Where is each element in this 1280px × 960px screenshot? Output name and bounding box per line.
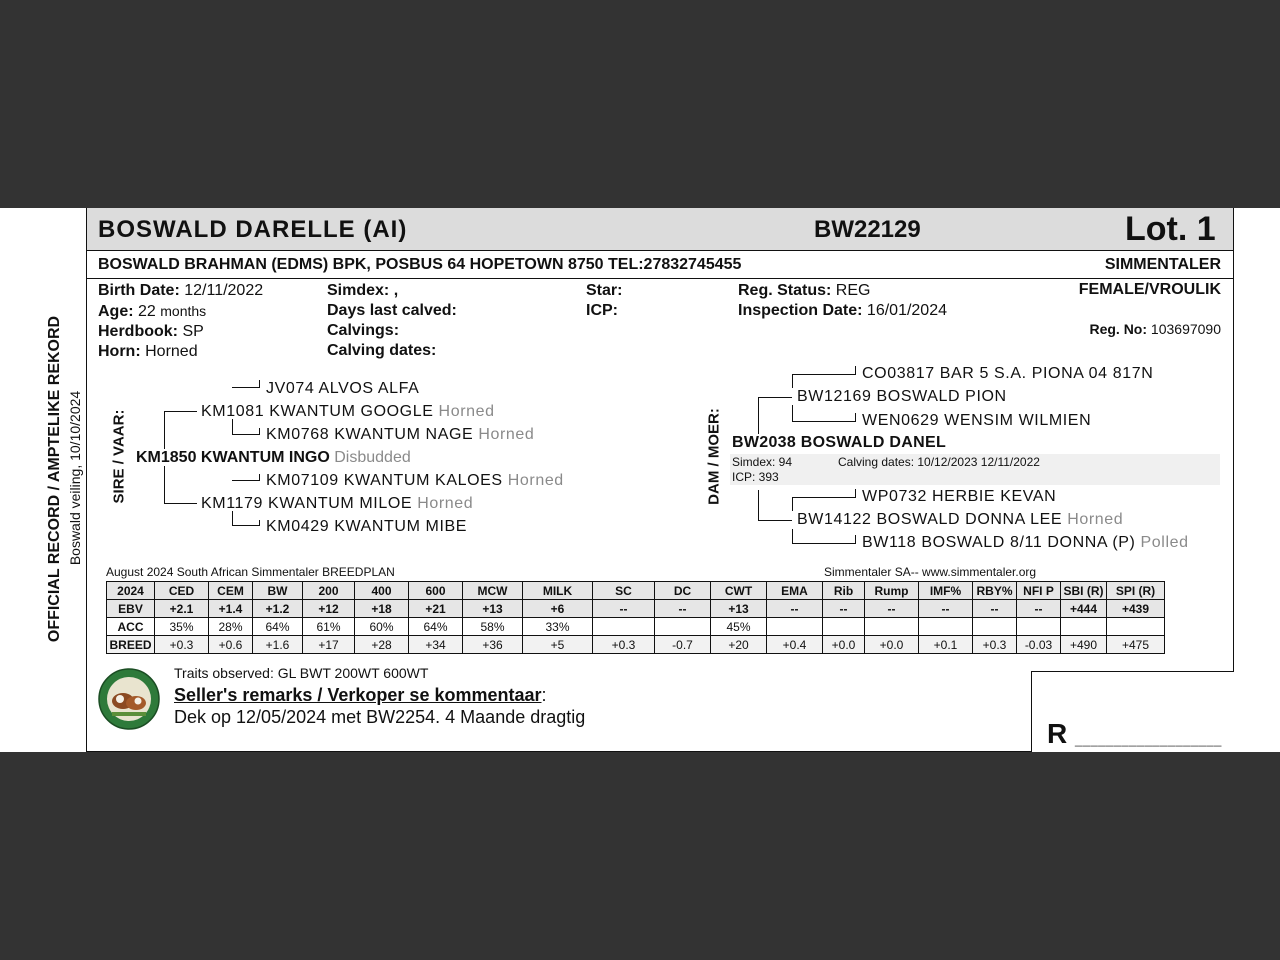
breedplan-cell	[655, 618, 711, 636]
sire-dam-sire-name: KM07109 KWANTUM KALOES	[266, 472, 503, 489]
breedplan-cell: --	[767, 600, 823, 618]
breedplan-cell: +1.6	[253, 636, 303, 654]
breedplan-cell: +0.1	[919, 636, 973, 654]
breedplan-cell: +0.3	[973, 636, 1017, 654]
breedplan-cell: +475	[1107, 636, 1165, 654]
breedplan-header-cell: IMF%	[919, 582, 973, 600]
breedplan-cell: +0.0	[865, 636, 919, 654]
dam-icp: ICP: 393	[732, 470, 779, 484]
breedplan-header-cell: 200	[303, 582, 355, 600]
breedplan-cell: +0.3	[593, 636, 655, 654]
dam-dam-dam-note: Polled	[1140, 534, 1189, 551]
breedplan-cell	[593, 618, 655, 636]
horn-label: Horn:	[98, 343, 141, 360]
sire-sire-dam-name: KM0768 KWANTUM NAGE	[266, 426, 474, 443]
breedplan-cell: +12	[303, 600, 355, 618]
simmentaler-logo-icon	[98, 668, 160, 730]
sire-sire-note: Horned	[438, 403, 495, 420]
breedplan-header-row	[107, 582, 1165, 600]
breedplan-cell: 33%	[523, 618, 593, 636]
calvings-label: Calvings:	[327, 322, 400, 339]
herdbook-label: Herdbook:	[98, 323, 178, 340]
breedplan-row-acc	[107, 618, 1165, 636]
breedplan-header-cell: MCW	[463, 582, 523, 600]
reg-status-label: Reg. Status:	[738, 282, 832, 299]
info-col-1	[98, 281, 263, 362]
breedplan-cell: +13	[711, 600, 767, 618]
icp-label: ICP:	[586, 302, 618, 319]
breedplan-cell: 60%	[355, 618, 409, 636]
breedplan-row-breed	[107, 636, 1165, 654]
breedplan-cell: EBV	[107, 600, 155, 618]
sire-dam-note: Horned	[417, 495, 474, 512]
sire-dam-name: KM1179 KWANTUM MILOE	[201, 495, 413, 512]
sire-main	[136, 449, 411, 467]
sire-note: Disbudded	[334, 449, 411, 466]
breedplan-cell: +34	[409, 636, 463, 654]
breedplan-cell: 64%	[253, 618, 303, 636]
breedplan-cell: ACC	[107, 618, 155, 636]
breedplan-cell: +5	[523, 636, 593, 654]
dam-dam-dam-name: BW118 BOSWALD 8/11 DONNA (P)	[862, 534, 1136, 551]
birth-date-label: Birth Date:	[98, 282, 180, 299]
sire-sire-name: KM1081 KWANTUM GOOGLE	[201, 403, 434, 420]
days-last-calved-label: Days last calved:	[327, 302, 457, 319]
price-entry-line[interactable]: ___________________	[1075, 732, 1222, 747]
breedplan-cell: 64%	[409, 618, 463, 636]
sire-dam-sire-note: Horned	[507, 472, 564, 489]
breedplan-table	[106, 581, 1165, 654]
dam-sire-sire: CO03817 BAR 5 S.A. PIONA 04 817N	[862, 365, 1154, 382]
dam-dam-note: Horned	[1067, 511, 1124, 528]
breedplan-cell: +439	[1107, 600, 1165, 618]
breedplan-cell: +2.1	[155, 600, 209, 618]
breedplan-header-cell: MILK	[523, 582, 593, 600]
breedplan-header-cell: Rib	[823, 582, 865, 600]
breedplan-cell	[1017, 618, 1061, 636]
breedplan-cell: +444	[1061, 600, 1107, 618]
breeder-line: BOSWALD BRAHMAN (EDMS) BPK, POSBUS 64 HOPETOWN 8750 TEL:27832745455	[98, 256, 742, 273]
breedplan-cell: -0.7	[655, 636, 711, 654]
age-label: Age:	[98, 303, 134, 320]
breedplan-header-cell: CWT	[711, 582, 767, 600]
inspection-date-label: Inspection Date:	[738, 302, 863, 319]
breedplan-cell: --	[655, 600, 711, 618]
birth-date-value: 12/11/2022	[184, 282, 264, 299]
breedplan-cell: +17	[303, 636, 355, 654]
breedplan-cell	[1061, 618, 1107, 636]
sire-side-label: SIRE / VAAR:	[110, 409, 128, 504]
breedplan-cell: --	[1017, 600, 1061, 618]
breedplan-header-cell: EMA	[767, 582, 823, 600]
breedplan-cell: +36	[463, 636, 523, 654]
sire-dam-sire	[266, 472, 564, 490]
traits-observed: Traits observed: GL BWT 200WT 600WT	[174, 665, 429, 681]
simdex-label: Simdex: ,	[327, 282, 399, 299]
breedplan-caption: August 2024 South African Simmentaler BREEDPLAN	[106, 565, 395, 579]
breedplan-header-cell: NFI P	[1017, 582, 1061, 600]
breedplan-cell: +13	[463, 600, 523, 618]
breedplan-header-cell: 400	[355, 582, 409, 600]
info-col-2	[327, 281, 457, 361]
dam-dam-name: BW14122 BOSWALD DONNA LEE	[797, 511, 1063, 528]
calving-dates-label: Calving dates:	[327, 342, 437, 359]
breedplan-cell: +20	[711, 636, 767, 654]
breedplan-cell: +1.2	[253, 600, 303, 618]
sire-sire-sire: JV074 ALVOS ALFA	[266, 380, 420, 397]
lot-card	[0, 208, 1280, 752]
reg-no-value: 103697090	[1150, 321, 1221, 337]
breedplan-cell: +0.4	[767, 636, 823, 654]
breedplan-header-cell: SBI (R)	[1061, 582, 1107, 600]
dam-sire-dam: WEN0629 WENSIM WILMIEN	[862, 412, 1092, 429]
breedplan-cell: --	[823, 600, 865, 618]
breedplan-header-cell: CED	[155, 582, 209, 600]
dam-calving-dates: Calving dates: 10/12/2023 12/11/2022	[838, 455, 1040, 469]
breedplan-cell: 35%	[155, 618, 209, 636]
breedplan-header-cell: BW	[253, 582, 303, 600]
breedplan-cell: BREED	[107, 636, 155, 654]
official-record-label: OFFICIAL RECORD / AMPTELIKE REKORD	[46, 315, 63, 643]
breedplan-header-cell: RBY%	[973, 582, 1017, 600]
lot-number: Lot. 1	[1125, 210, 1216, 248]
breedplan-website: Simmentaler SA-- www.simmentaler.org	[824, 565, 1037, 579]
reg-status-value: REG	[835, 282, 871, 299]
remarks-heading	[174, 685, 547, 706]
breedplan-cell: +490	[1061, 636, 1107, 654]
breedplan-cell: +0.3	[155, 636, 209, 654]
breedplan-cell	[823, 618, 865, 636]
herdbook-value: SP	[182, 323, 204, 340]
breedplan-cell	[767, 618, 823, 636]
inspection-date-value: 16/01/2024	[866, 302, 947, 319]
dam-dam	[797, 511, 1123, 529]
breedplan-row-ebv	[107, 600, 1165, 618]
breedplan-cell	[973, 618, 1017, 636]
breedplan-header-cell: 2024	[107, 582, 155, 600]
dam-dam-dam	[862, 534, 1189, 552]
horn-value: Horned	[145, 343, 198, 360]
dam-simdex: Simdex: 94	[732, 455, 793, 469]
breedplan-cell: +18	[355, 600, 409, 618]
age-value: 22	[138, 303, 156, 320]
breedplan-header-cell: SC	[593, 582, 655, 600]
breedplan-header-cell: CEM	[209, 582, 253, 600]
breedplan-header-cell: 600	[409, 582, 463, 600]
sire-sire	[201, 403, 495, 421]
breedplan-cell: +6	[523, 600, 593, 618]
dam-sire: BW12169 BOSWALD PION	[797, 388, 1007, 405]
animal-id: BW22129	[814, 216, 921, 243]
breedplan-cell: --	[865, 600, 919, 618]
breedplan-header-cell: Rump	[865, 582, 919, 600]
star-label: Star:	[586, 282, 623, 299]
animal-name: BOSWALD DARELLE (AI)	[98, 216, 408, 243]
sire-sire-dam-note: Horned	[478, 426, 535, 443]
price-symbol: R	[1047, 718, 1068, 749]
breedplan-cell: +0.0	[823, 636, 865, 654]
remarks-text: Dek op 12/05/2024 met BW2254. 4 Maande dragtig	[174, 707, 586, 727]
sire-dam	[201, 495, 473, 513]
breedplan-cell: 28%	[209, 618, 253, 636]
breedplan-cell: -0.03	[1017, 636, 1061, 654]
breedplan-cell	[1107, 618, 1165, 636]
remarks-colon: :	[541, 685, 547, 705]
age-unit: months	[160, 303, 207, 319]
sale-line: Boswald veiling, 10/10/2024	[67, 390, 83, 566]
sire-name: KM1850 KWANTUM INGO	[136, 449, 330, 466]
breedplan-cell: --	[593, 600, 655, 618]
info-col-3	[586, 281, 622, 321]
breedplan-header-cell: DC	[655, 582, 711, 600]
sex-label: FEMALE/VROULIK	[1078, 281, 1221, 298]
breedplan-cell: +28	[355, 636, 409, 654]
breedplan-cell: +21	[409, 600, 463, 618]
breed-label: SIMMENTALER	[1104, 256, 1221, 273]
breedplan-cell: +1.4	[209, 600, 253, 618]
breedplan-cell: 61%	[303, 618, 355, 636]
breedplan-cell	[919, 618, 973, 636]
breedplan-cell: --	[919, 600, 973, 618]
breedplan-cell	[865, 618, 919, 636]
breedplan-header-cell: SPI (R)	[1107, 582, 1165, 600]
dam-dam-sire: WP0732 HERBIE KEVAN	[862, 488, 1057, 505]
dam-name: BW2038 BOSWALD DANEL	[732, 434, 947, 451]
reg-no	[1089, 321, 1221, 337]
sire-dam-dam: KM0429 KWANTUM MIBE	[266, 518, 468, 535]
reg-no-label: Reg. No:	[1089, 321, 1148, 337]
breedplan-cell: 45%	[711, 618, 767, 636]
remarks-title: Seller's remarks / Verkoper se kommentaar	[174, 685, 542, 705]
sire-sire-dam	[266, 426, 534, 444]
info-col-4	[738, 281, 947, 321]
breedplan-cell: 58%	[463, 618, 523, 636]
breedplan-cell: --	[973, 600, 1017, 618]
breedplan-cell: +0.6	[209, 636, 253, 654]
dam-side-label: DAM / MOER:	[705, 408, 723, 505]
